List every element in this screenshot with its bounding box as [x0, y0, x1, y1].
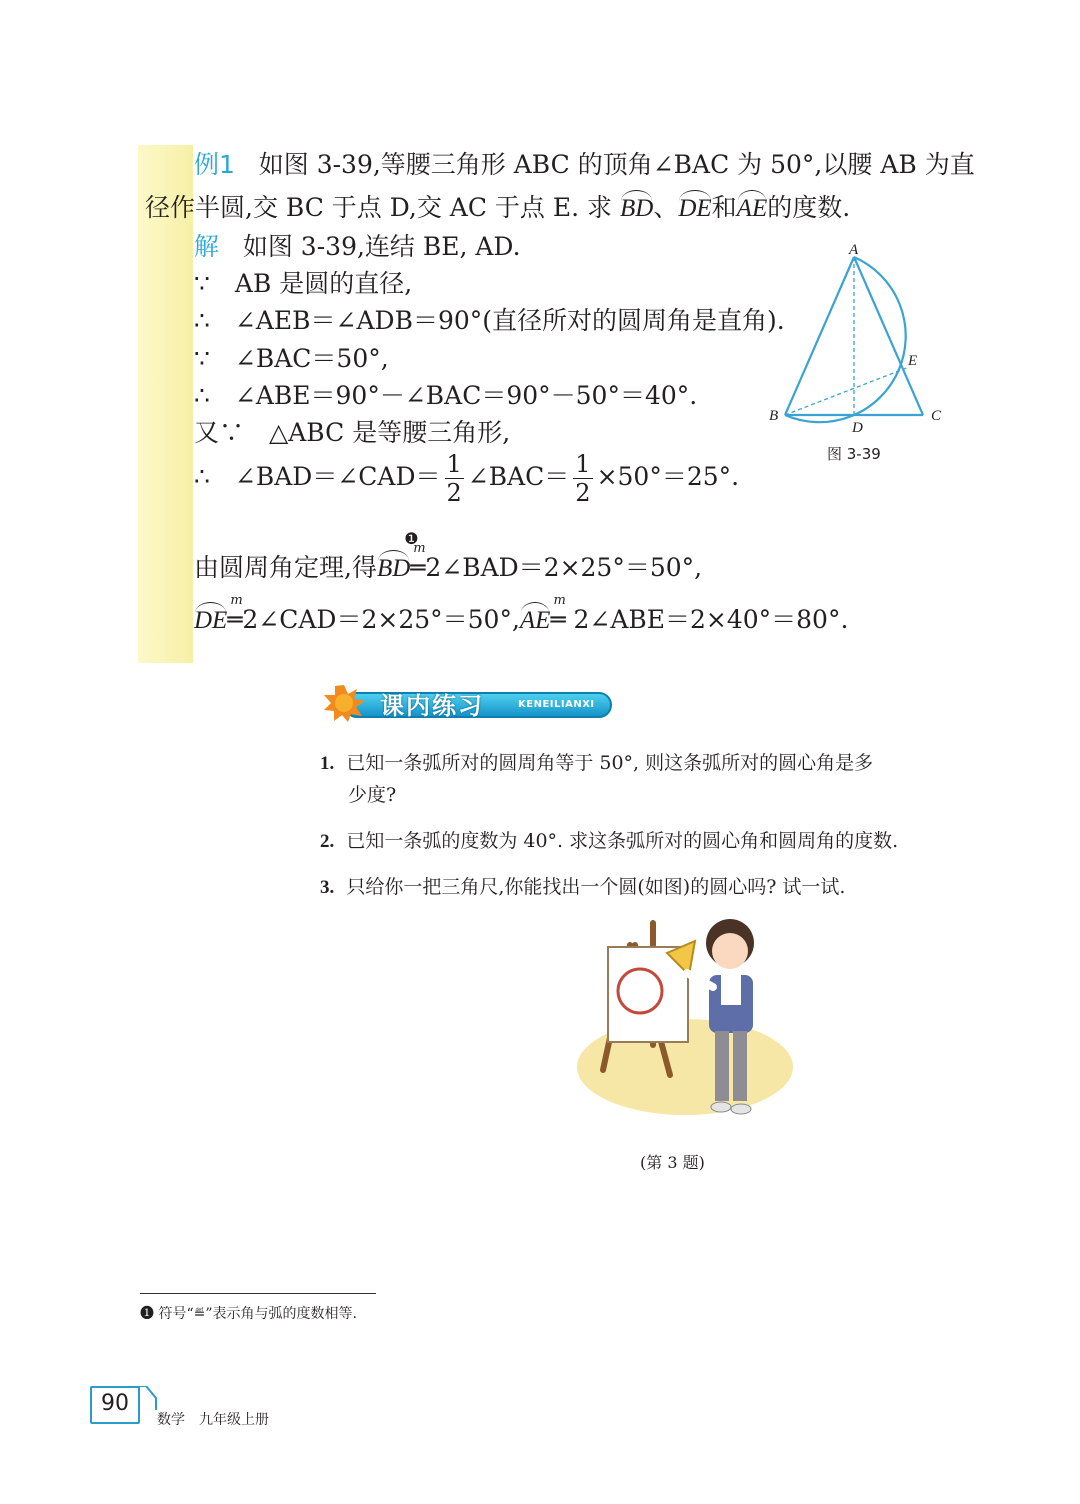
fraction-numerator: 1	[446, 450, 462, 478]
practice-title: 课内练习	[380, 692, 484, 720]
example-text-2: 径作半圆,交 BC 于点 D,交 AC 于点 E. 求	[145, 193, 613, 222]
equal-measure-symbol-3	[550, 593, 566, 634]
page-tab-corner	[138, 1386, 158, 1410]
arc-ae-solution: AE	[519, 607, 551, 634]
solution-line-9	[194, 593, 849, 636]
exercise-text: 已知一条弧所对的圆周角等于 50°, 则这条弧所对的圆心角是多	[346, 752, 874, 774]
equal-measure-symbol-2	[227, 593, 243, 634]
solution-label: 解	[194, 232, 220, 261]
solution-text-8b: 2∠BAD＝2×25°＝50°,	[425, 553, 703, 582]
and-word: 和	[711, 193, 737, 222]
footnote-marker: ❶	[404, 529, 419, 548]
solution-text-7c: ×50°＝25°.	[596, 462, 740, 491]
exercise-text: 已知一条弧的度数为 40°. 求这条弧所对的圆心角和圆周角的度数.	[346, 830, 899, 852]
example-text-1: 如图 3-39,等腰三角形 ABC 的顶角∠BAC 为 50°,以腰 AB 为直	[258, 150, 975, 179]
child-shoe-right	[731, 1104, 751, 1114]
exercise-3	[320, 872, 845, 899]
separator: 、	[653, 193, 679, 222]
footnote	[140, 1303, 357, 1323]
solution-line-6: 又∵ △ABC 是等腰三角形,	[194, 418, 511, 447]
m-mark: m	[230, 593, 243, 608]
solution-text-7a: ∴ ∠BAD＝∠CAD＝	[194, 462, 441, 491]
child-shirt	[721, 975, 741, 1005]
example-text-2-end: 的度数.	[767, 193, 851, 222]
arc-de-solution: DE	[194, 607, 228, 634]
practice-banner	[322, 684, 614, 722]
figure-caption: 图 3-39	[827, 445, 881, 463]
arc-ae: AE	[736, 195, 768, 222]
example-line-1	[194, 145, 975, 181]
solution-text-9b: 2∠ABE＝2×40°＝80°.	[565, 605, 849, 634]
solution-text-1: 如图 3-39,连结 BE, AD.	[242, 232, 521, 261]
label-a: A	[849, 242, 859, 258]
exercise-2	[320, 826, 898, 853]
solution-text-7b: ∠BAC＝	[467, 462, 570, 491]
exercise-1	[320, 748, 873, 775]
solution-line-2: ∵ AB 是圆的直径,	[194, 269, 413, 298]
fraction-one-half-2	[573, 452, 592, 505]
exercise-number: 1.	[320, 753, 335, 774]
exercise-number: 2.	[320, 831, 335, 852]
arc-de: DE	[678, 195, 712, 222]
arc-bd: BD	[619, 195, 654, 222]
solution-line-7	[194, 452, 739, 505]
eq-sign: ═	[227, 605, 243, 634]
illustration-caption: (第 3 题)	[640, 1153, 705, 1172]
footnote-marker-icon: ❶	[140, 1306, 154, 1322]
example-label: 例1	[194, 150, 235, 179]
footnote-text: 符号“≝”表示角与弧的度数相等.	[158, 1306, 357, 1322]
label-c: C	[931, 408, 942, 424]
eq-sign: ═	[410, 553, 426, 582]
child-shoe-left	[711, 1102, 731, 1112]
child-leg-right	[733, 1031, 747, 1101]
solution-line-1	[194, 227, 521, 263]
solution-text-9a: 2∠CAD＝2×25°＝50°,	[242, 605, 520, 634]
exercise-text: 只给你一把三角尺,你能找出一个圆(如图)的圆心吗? 试一试.	[346, 876, 846, 898]
arc-bd-solution: BD	[376, 555, 411, 582]
fraction-denominator: 2	[446, 479, 462, 507]
footnote-divider	[140, 1293, 376, 1294]
child-face	[712, 933, 748, 969]
fraction-denominator: 2	[575, 479, 591, 507]
solution-line-4: ∵ ∠BAC＝50°,	[194, 344, 389, 373]
solution-line-8	[194, 529, 703, 584]
fraction-numerator: 1	[575, 450, 591, 478]
book-title: 数学 九年级上册	[157, 1412, 269, 1428]
exercise-1-continued: 少度?	[348, 784, 397, 806]
m-mark: m	[413, 541, 426, 556]
child-leg-left	[715, 1031, 729, 1101]
solution-line-3: ∴ ∠AEB＝∠ADB＝90°(直径所对的圆周角是直角).	[194, 306, 785, 335]
label-e: E	[908, 353, 918, 369]
solution-text-8a: 由圆周角定理,得	[194, 553, 377, 582]
side-ac	[854, 257, 923, 415]
example-line-2	[145, 188, 850, 224]
m-mark: m	[553, 593, 566, 608]
figure-3-39	[760, 235, 960, 475]
semicircle	[785, 257, 906, 422]
side-ab	[785, 257, 854, 415]
eq-sign: ═	[550, 605, 566, 634]
equal-measure-symbol	[404, 529, 426, 582]
exercise-number: 3.	[320, 877, 335, 898]
dashed-lines	[785, 257, 909, 415]
practice-subtitle: KENEILIANXI	[518, 699, 595, 710]
label-d: D	[852, 420, 863, 436]
child-arm	[687, 973, 713, 987]
fraction-one-half	[445, 452, 464, 505]
child-easel-illustration	[575, 915, 805, 1130]
sun-icon	[322, 684, 368, 722]
page-number: 90	[101, 1391, 129, 1416]
solution-line-5: ∴ ∠ABE＝90°－∠BAC＝90°－50°＝40°.	[194, 381, 698, 410]
label-b: B	[769, 408, 779, 424]
